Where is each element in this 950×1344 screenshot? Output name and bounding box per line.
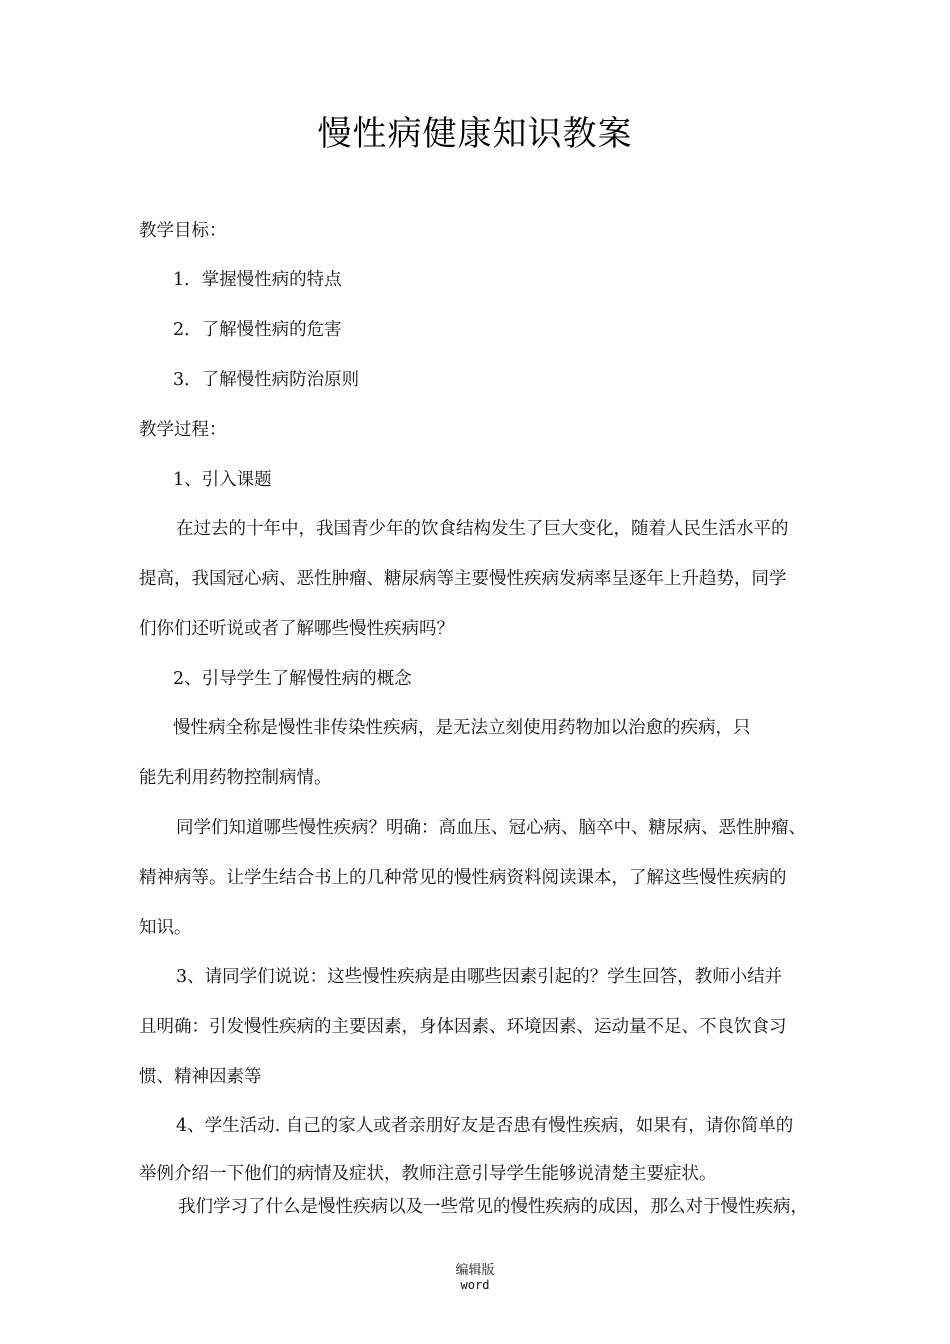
paragraph-line: 惯、精神因素等 <box>139 1067 262 1087</box>
process-heading: 教学过程： <box>139 420 227 440</box>
paragraph-line: 提高，我国冠心病、恶性肿瘤、糖尿病等主要慢性疾病发病率呈逐年上升趋势，同学 <box>139 569 787 589</box>
paragraph-line: 们你们还听说或者了解哪些慢性疾病吗？ <box>139 619 454 639</box>
footer-sublabel: word <box>460 1278 490 1292</box>
step2-heading: 2、引导学生了解慢性病的概念 <box>173 669 412 689</box>
paragraph-line: 且明确：引发慢性疾病的主要因素，身体因素、环境因素、运动量不足、不良饮食习 <box>139 1017 787 1037</box>
step1-heading: 1、引入课题 <box>173 470 272 490</box>
footer-label: 编辑版 <box>455 1263 495 1278</box>
paragraph-line: 同学们知道哪些慢性疾病？明确：高血压、冠心病、脑卒中、糖尿病、恶性肿瘤、 <box>176 818 806 838</box>
paragraph-line: 慢性病全称是慢性非传染性疾病，是无法立刻使用药物加以治愈的疾病，只 <box>173 718 751 738</box>
objective-item: 2．了解慢性病的危害 <box>173 320 342 340</box>
paragraph-line: 在过去的十年中，我国青少年的饮食结构发生了巨大变化，随着人民生活水平的 <box>176 519 789 539</box>
paragraph-line: 知识。 <box>139 918 192 938</box>
paragraph-line: 我们学习了什么是慢性疾病以及一些常见的慢性疾病的成因，那么对于慢性疾病， <box>178 1197 808 1217</box>
paragraph-line: 精神病等。让学生结合书上的几种常见的慢性病资料阅读课本，了解这些慢性疾病的 <box>139 868 787 888</box>
paragraph-line: 能先利用药物控制病情。 <box>139 768 332 788</box>
paragraph-line: 4、学生活动. 自己的家人或者亲朋好友是否患有慢性疾病，如果有，请你简单的 <box>176 1116 794 1136</box>
objectives-heading: 教学目标： <box>139 221 227 241</box>
document-title: 慢性病健康知识教案 <box>317 114 633 154</box>
objective-item: 3．了解慢性病防治原则 <box>173 370 360 390</box>
objective-item: 1．掌握慢性病的特点 <box>173 270 342 290</box>
paragraph-line: 3、请同学们说说：这些慢性疾病是由哪些因素引起的？学生回答，教师小结并 <box>176 967 783 987</box>
paragraph-line: 举例介绍一下他们的病情及症状，教师注意引导学生能够说清楚主要症状。 <box>139 1164 717 1184</box>
